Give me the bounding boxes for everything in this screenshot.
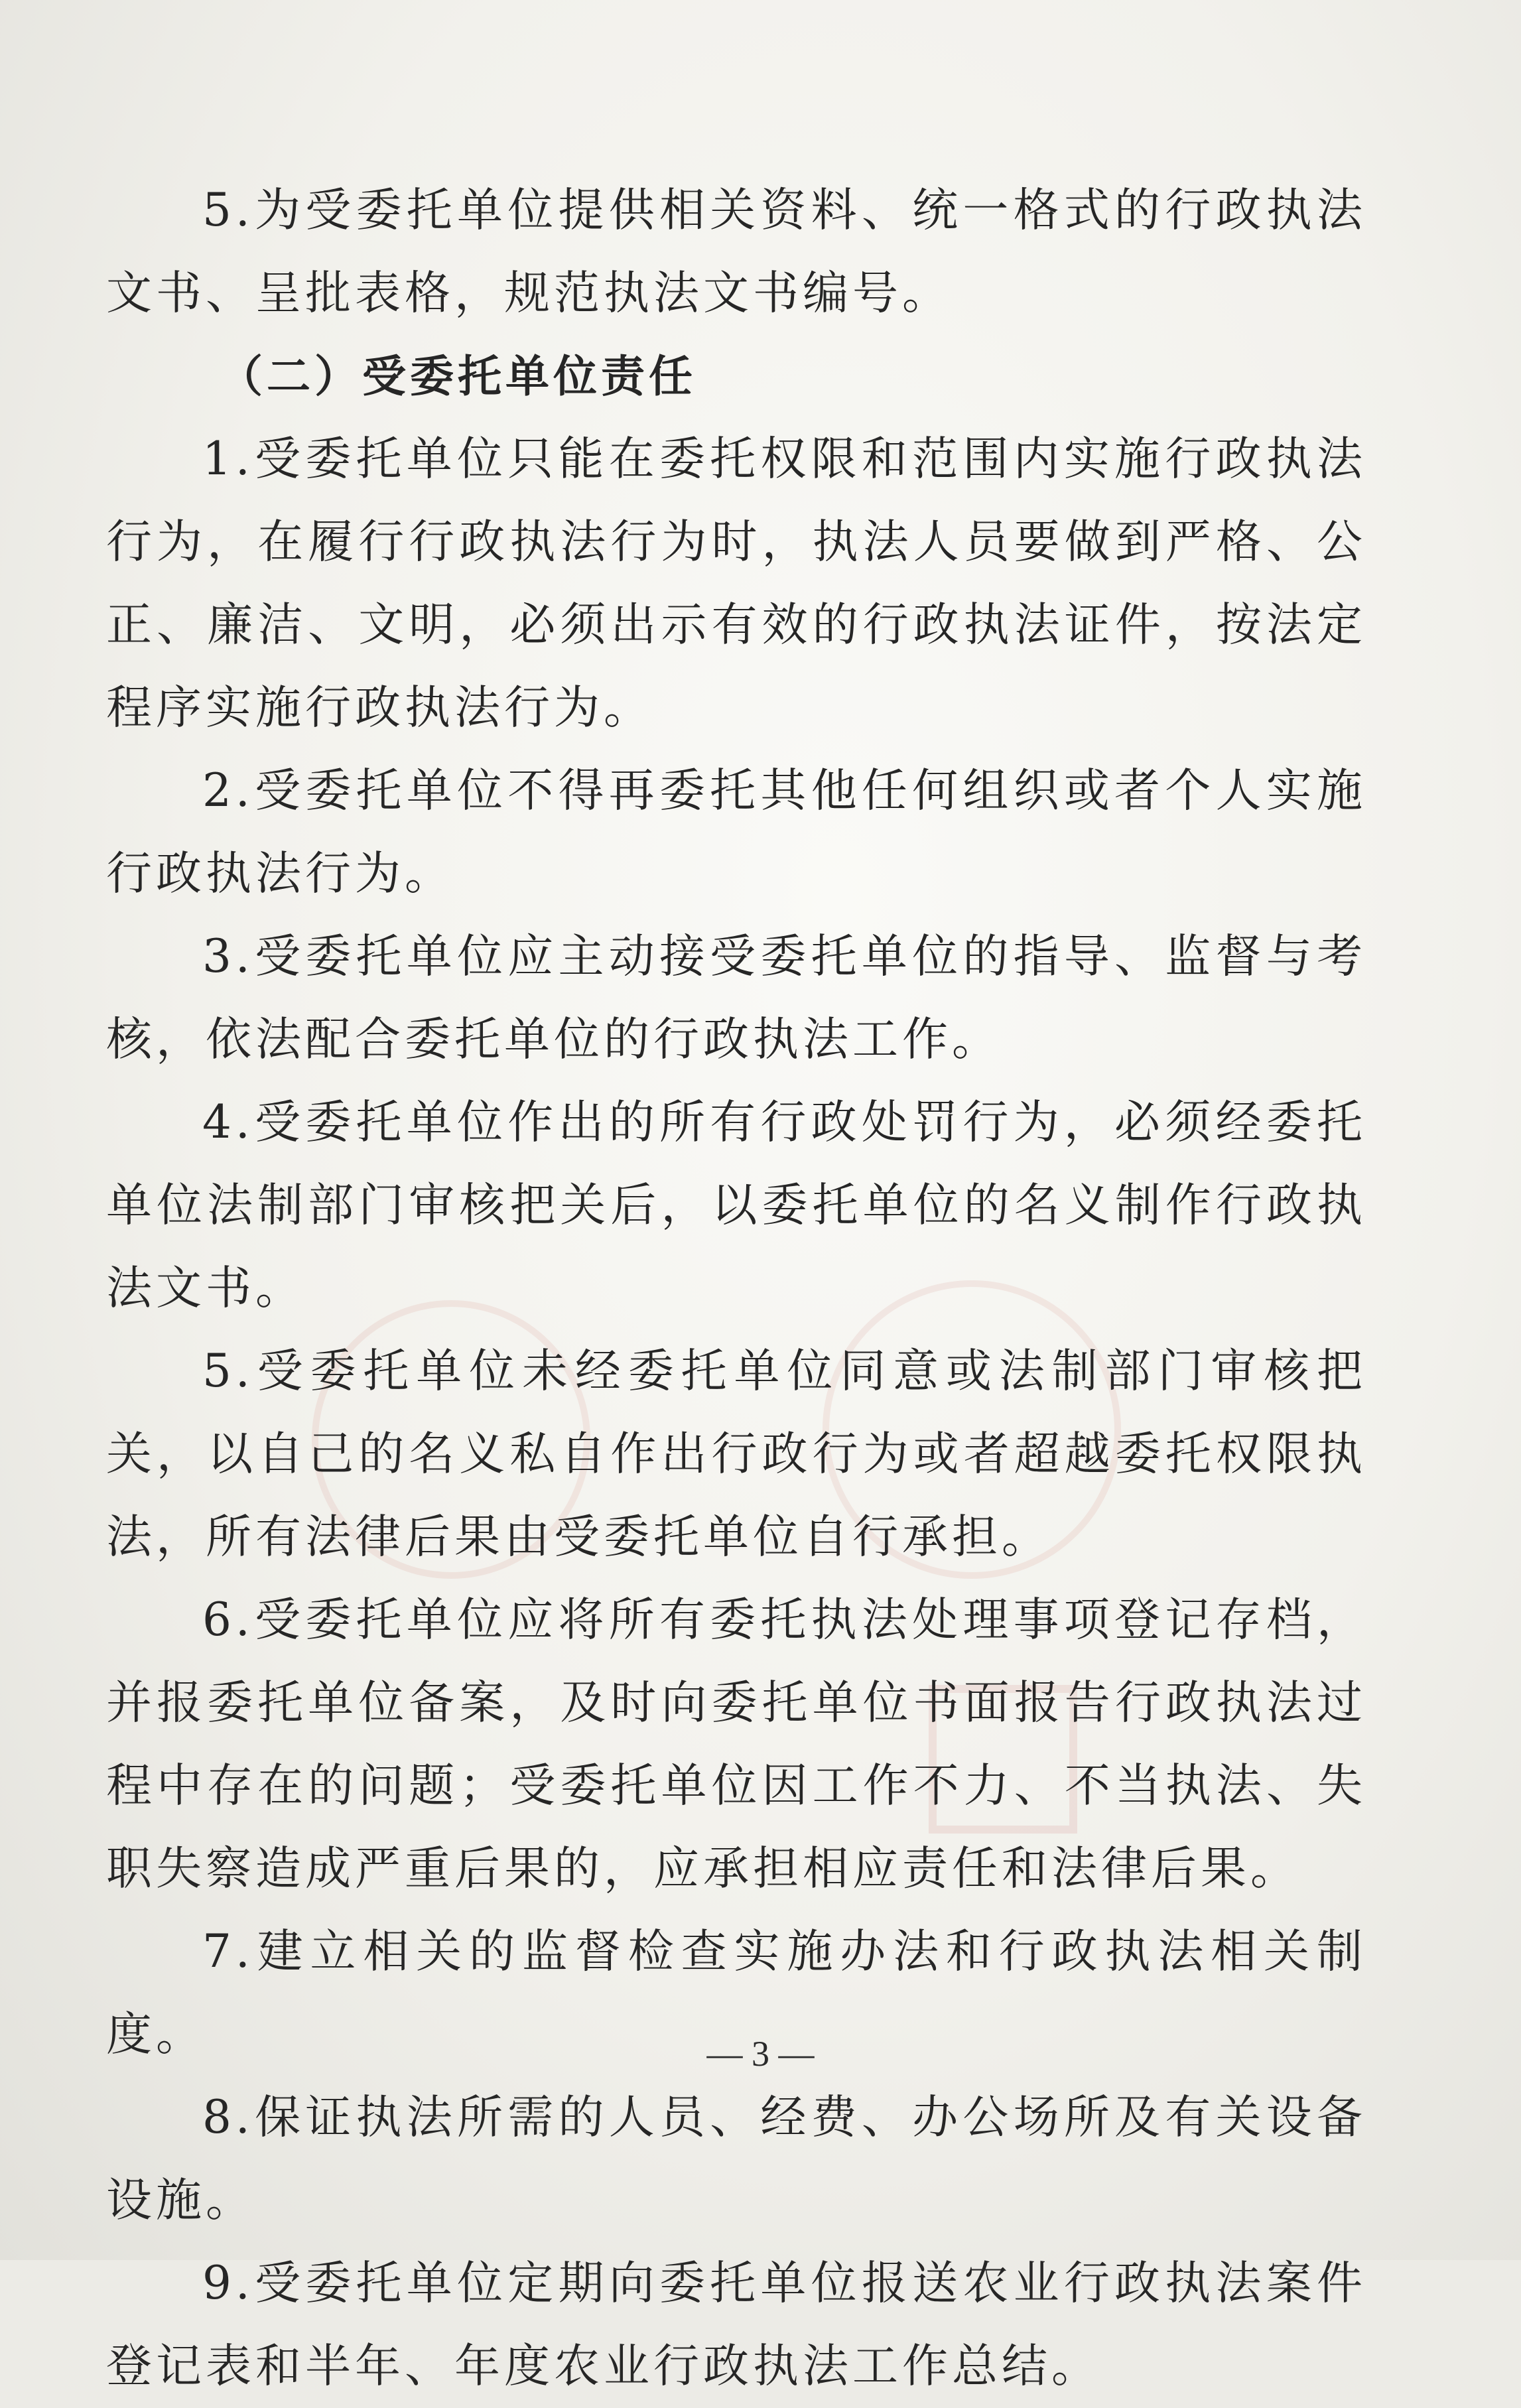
paragraph-responsibility-5: 5.受委托单位未经委托单位同意或法制部门审核把关，以自己的名义私自作出行政行为或者超越委托权限执法，所有法律后果由受委托单位自行承担。 [106, 1345, 1366, 1564]
paragraph-responsibility-7: 7.建立相关的监督检查实施办法和行政执法相关制度。 [106, 1925, 1366, 2061]
paragraph-responsibility-8: 8.保证执法所需的人员、经费、办公场所及有关设备设施。 [106, 2091, 1366, 2227]
paragraph-responsibility-3: 3.受委托单位应主动接受委托单位的指导、监督与考核，依法配合委托单位的行政执法工作。 [106, 930, 1366, 1066]
page-number: — 3 — [706, 2034, 815, 2074]
paragraph-responsibility-1: 1.受委托单位只能在委托权限和范围内实施行政执法行为，在履行行政执法行为时，执法人员要做到严格、公正、廉洁、文明，必须出示有效的行政执法证件，按法定程序实施行政执法行为。 [106, 433, 1366, 734]
paragraph-responsibility-4: 4.受委托单位作出的所有行政处罚行为，必须经委托单位法制部门审核把关后，以委托单位的名义制作行政执法文书。 [106, 1096, 1366, 1315]
paragraph-responsibility-2: 2.受委托单位不得再委托其他任何组织或者个人实施行政执法行为。 [106, 764, 1366, 900]
paragraph-item-5: 5.为受委托单位提供相关资料、统一格式的行政执法文书、呈批表格，规范执法文书编号。 [106, 184, 1366, 320]
paragraph-responsibility-9: 9.受委托单位定期向委托单位报送农业行政执法案件登记表和半年、年度农业行政执法工作总结。 [106, 2257, 1366, 2393]
paragraph-responsibility-6: 6.受委托单位应将所有委托执法处理事项登记存档，并报委托单位备案，及时向委托单位书面报告行政执法过程中存在的问题；受委托单位因工作不力、不当执法、失职失察造成严重后果的，应承担相应责任和法律后果。 [106, 1593, 1366, 1895]
section-heading: （二）受委托单位责任 [219, 351, 696, 402]
